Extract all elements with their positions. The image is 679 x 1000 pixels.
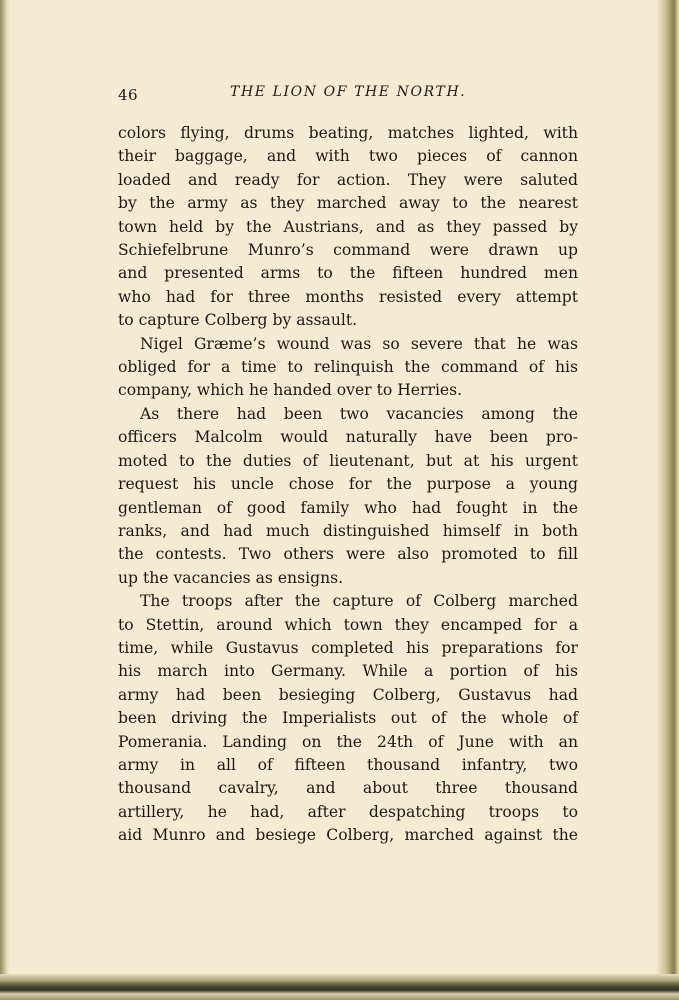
text-line: and presented arms to the fifteen hundred men	[118, 264, 578, 283]
text-line: request his uncle chose for the purpose a young	[118, 475, 578, 494]
text-line: As there had been two vacancies among the	[140, 404, 578, 423]
page-left-edge	[0, 0, 10, 1000]
text-line: the contests. Two others were also promoted to fill	[118, 545, 578, 564]
page-header	[118, 82, 578, 106]
text-line: ranks, and had much distinguished himself in both	[118, 521, 578, 540]
text-line: army had been besieging Colberg, Gustavus had	[118, 685, 578, 704]
text-line: by the army as they marched away to the nearest	[118, 194, 578, 213]
text-line: their baggage, and with two pieces of cannon	[118, 147, 578, 166]
page-bottom-edge	[0, 974, 679, 1000]
text-line: thousand cavalry, and about three thousand	[118, 779, 578, 798]
text-line: his march into Germany. While a portion of his	[118, 662, 578, 681]
text-line: up the vacancies as ensigns.	[118, 568, 344, 587]
text-line: loaded and ready for action. They were saluted	[118, 170, 578, 189]
paragraph	[118, 333, 578, 403]
text-line: town held by the Austrians, and as they passed by	[118, 217, 578, 236]
text-line: to capture Colberg by assault.	[118, 311, 358, 330]
paragraph	[118, 590, 578, 847]
text-line: to Stettin, around which town they encamped for a	[118, 615, 578, 634]
body-text	[118, 122, 578, 848]
paragraph	[118, 403, 578, 590]
text-line: time, while Gustavus completed his preparations for	[118, 638, 578, 657]
text-line: obliged for a time to relinquish the command of his	[118, 358, 578, 377]
running-title: THE LION OF THE NORTH.	[230, 84, 467, 100]
text-line: The troops after the capture of Colberg marched	[140, 592, 578, 611]
text-line: colors flying, drums beating, matches lighted, with	[118, 124, 578, 142]
text-line: Pomerania. Landing on the 24th of June with an	[118, 732, 578, 751]
page-right-edge	[657, 0, 679, 1000]
text-line: gentleman of good family who had fought in the	[118, 498, 578, 517]
text-line: officers Malcolm would naturally have been pro-	[118, 428, 578, 447]
text-line: company, which he handed over to Herries.	[118, 381, 463, 400]
text-line: Schiefelbrune Munro’s command were drawn up	[118, 241, 578, 260]
text-line: moted to the duties of lieutenant, but at his urgent	[118, 451, 578, 470]
paragraph	[118, 122, 578, 333]
text-line: artillery, he had, after despatching troops to	[118, 802, 578, 821]
text-line: aid Munro and besiege Colberg, marched against the	[118, 826, 578, 845]
text-line: who had for three months resisted every attempt	[118, 287, 578, 306]
text-line: Nigel Græme’s wound was so severe that he was	[140, 334, 578, 353]
page-number: 46	[118, 86, 139, 104]
text-line: army in all of fifteen thousand infantry, two	[118, 755, 578, 774]
text-line: been driving the Imperialists out of the whole of	[118, 709, 578, 728]
